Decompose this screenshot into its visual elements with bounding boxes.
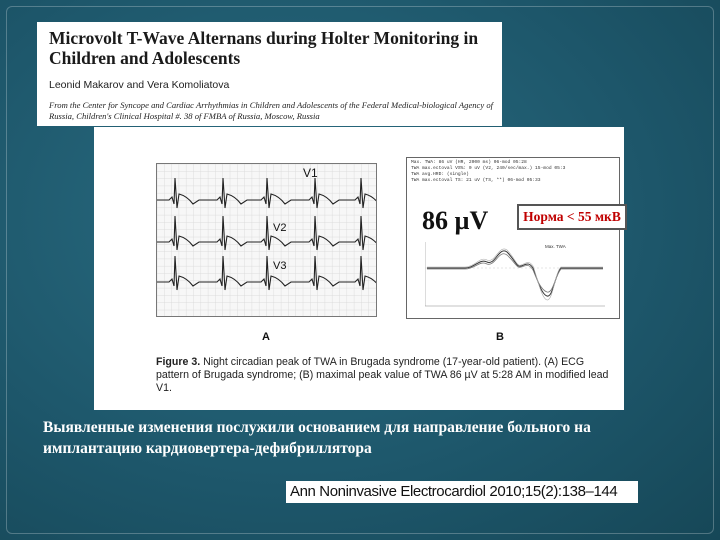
ecg-lead-trace	[157, 216, 376, 250]
twa-readout-line: TWA max.ectoval TS: 21 uV (TS, **) 06-mod 05:33	[411, 178, 541, 183]
ecg-lead-trace	[157, 256, 376, 290]
ecg-trace-graphic	[157, 164, 376, 316]
norm-annotation: Норма < 55 мкВ	[517, 204, 627, 230]
lead-label-v2: V2	[273, 222, 287, 234]
twa-waveform	[425, 238, 605, 310]
caption-text: Night circadian peak of TWA in Brugada syndrome (17-year-old patient). (A) ECG pattern of Brugada syndrome; (B) maximal peak value of TWA 86 µV at 5:28 AM in modified lead V1.	[156, 356, 609, 394]
twa-report	[406, 157, 618, 322]
paper-title-clipping	[37, 22, 502, 126]
ecg-strip	[156, 163, 377, 317]
lead-label-v1: V1	[303, 166, 318, 180]
figure-panel	[94, 127, 624, 410]
caption-label: Figure 3.	[156, 356, 201, 368]
twa-plot-label: Max. TWA	[545, 244, 566, 249]
paper-title: Microvolt T-Wave Alternans during Holter Monitoring in Children and Adolescents	[49, 28, 479, 68]
lead-label-v3: V3	[273, 260, 287, 272]
conclusion-text: Выявленные изменения послужили основанием для направление больного на имплантацию кардиовертера-дефибриллятора	[43, 419, 591, 457]
paper-affiliation: From the Center for Syncope and Cardiac Arrhythmias in Children and Adolescents of the Federal Medical-biological Agency of Russia, Children's Clinical Hospital #. 38 of FMBA of Russia, Moscow, Russia	[49, 100, 494, 121]
panel-b-label: B	[496, 331, 504, 343]
twa-report-box	[406, 157, 620, 319]
twa-readout-line: Max. TWA: 86 uV (HR, 2000 ms) 06-mod 05:28	[411, 160, 527, 165]
panel-a-label: A	[262, 331, 270, 343]
twa-readout-line: TWA avg.HRD: (single)	[411, 172, 469, 177]
figure-caption	[156, 356, 616, 395]
twa-readout-line: TWA max.ectoval VS%: 0 uV (V2, 240/sec/max.) 15-mod 05:3	[411, 166, 566, 171]
twa-value: 86 µV	[422, 206, 489, 235]
paper-authors: Leonid Makarov and Vera Komoliatova	[49, 79, 230, 91]
twa-readout	[411, 160, 615, 184]
citation: Ann Noninvasive Electrocardiol 2010;15(2):138–144	[286, 481, 638, 503]
